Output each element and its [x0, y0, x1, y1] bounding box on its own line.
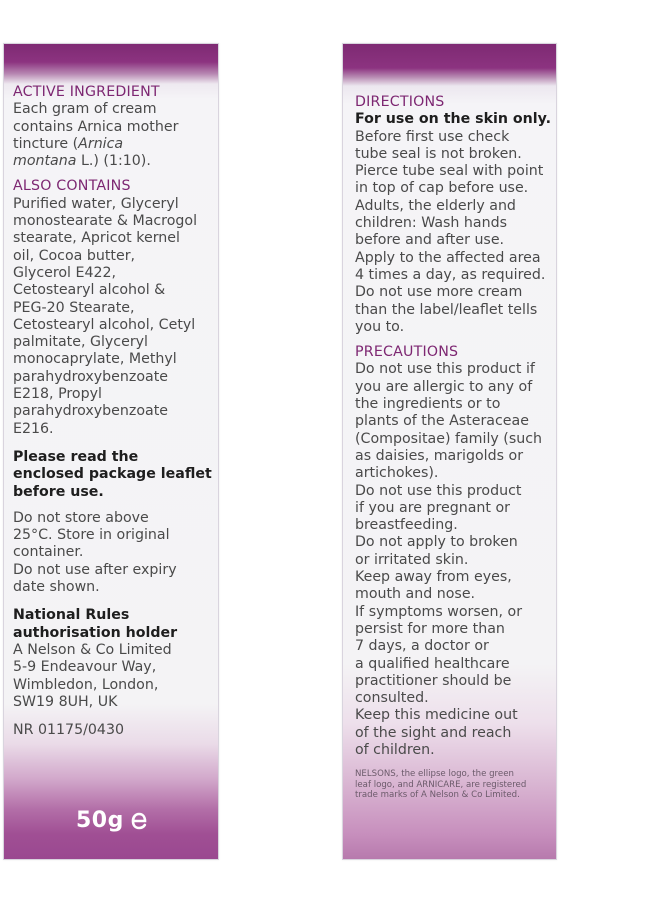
storage-text: Do not store above 25°C. Store in original container. Do not use after expiry date shown. [13, 509, 177, 596]
directions-heading: DIRECTIONS [355, 94, 445, 110]
leaflet-notice: Please read the enclosed package leaflet before use. [13, 448, 212, 500]
left-box-panel [3, 43, 219, 860]
precautions-text: Do not use this product if you are allergic to any of the ingredients or to plants of the Asteraceae (Compositae) family (such as daisies, marigolds or artichokes). Do not use this product if you are pregnant or breastfeeding. Do not apply to broken or irritated skin. Keep away from eyes, mouth and nose. If symptoms worsen, or persist for more than 7 days, a doctor or a qualified healthcare practitioner should be consulted. Keep this medicine out of the sight and reach of children. [355, 361, 543, 758]
active-ingredient-latin-name: Arnica montana [13, 135, 124, 170]
estimated-sign-icon [129, 810, 149, 832]
active-ingredient-text [13, 101, 214, 170]
active-ingredient-lead: Each gram of cream contains Arnica mother tincture ( [13, 101, 179, 152]
net-weight-value: 50g [76, 808, 124, 833]
right-box-panel [342, 43, 557, 860]
also-contains-text: Purified water, Glyceryl monostearate & Macrogol stearate, Apricot kernel oil, Cocoa butter, Glycerol E422, Cetostearyl alcohol & PEG-20 Stearate, Cetostearyl alcohol, Cetyl palmitate, Glyceryl monocaprylate, Methyl parahydroxybenzoate E218, Propyl parahydroxybenzoate E216. [13, 195, 198, 437]
active-ingredient-heading: ACTIVE INGREDIENT [13, 84, 160, 100]
directions-text: Before first use check tube seal is not broken. Pierce tube seal with point in top of cap before use. Adults, the elderly and children: Wash hands before and after use. Apply to the affected area 4 times a day, as required. Do not use more cream than the label/leaflet tells you to. [355, 128, 546, 335]
registration-number: NR 01175/0430 [13, 722, 124, 739]
trademark-notice: NELSONS, the ellipse logo, the green leaf logo, and ARNICARE, are registered trade marks of A Nelson & Co Limited. [355, 769, 527, 801]
active-ingredient-tail: L.) (1:10). [76, 153, 151, 170]
holder-heading: National Rules authorisation holder [13, 607, 178, 641]
left-panel-text [13, 84, 214, 739]
right-panel-text [355, 94, 554, 801]
also-contains-heading: ALSO CONTAINS [13, 178, 131, 195]
holder-address: A Nelson & Co Limited 5-9 Endeavour Way, Wimbledon, London, SW19 8UH, UK [13, 641, 172, 710]
net-weight [76, 808, 149, 833]
directions-bold-line: For use on the skin only. [355, 111, 551, 128]
precautions-heading: PRECAUTIONS [355, 344, 459, 361]
